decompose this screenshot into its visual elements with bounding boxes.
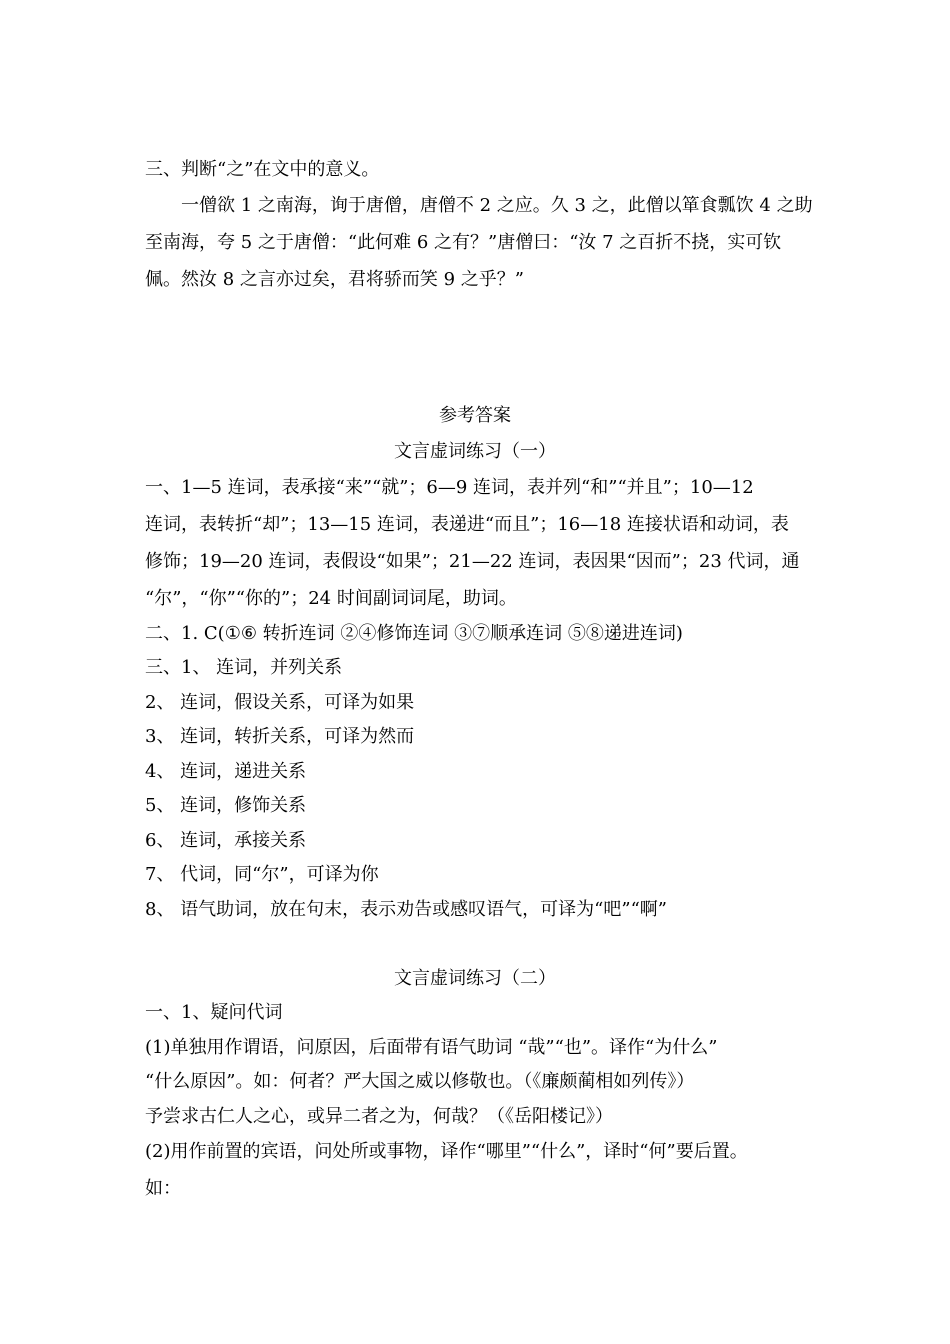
answer-line: “尔”，“你”“你的”；24 时间副词词尾，助词。 [145,588,517,609]
exercise-one-title: 文言虚词练习（一） [394,441,556,462]
answer-line: 一、1、疑问代词 [145,1002,283,1023]
answer-item: 8、 语气助词，放在句末，表示劝告或感叹语气，可译为“吧”“啊” [145,899,667,920]
answer-item: 三、1、 连词，并列关系 [145,657,343,678]
answer-line: 予尝求古仁人之心，或异二者之为，何哉？（《岳阳楼记》） [145,1106,613,1127]
answer-item: 5、 连词，修饰关系 [145,795,307,816]
answer-part-two: 二、1. C(①⑥ 转折连词 ②④修饰连词 ③⑦顺承连词 ⑤⑧递进连词) [145,623,683,644]
answer-line: 连词，表转折“却”；13—15 连词，表递进“而且”；16—18 连接状语和动词，表 [145,514,789,535]
answer-item: 2、 连词，假设关系，可译为如果 [145,692,415,713]
answer-item: 3、 连词，转折关系，可译为然而 [145,726,415,747]
answer-line: “什么原因”。如：何者？严大国之威以修敬也。（《廉颇蔺相如列传》） [145,1071,695,1092]
answer-line: (2)用作前置的宾语，问处所或事物，译作“哪里”“什么”，译时“何”要后置。 [145,1141,748,1162]
answer-line: (1)单独用作谓语，问原因，后面带有语气助词 “哉”“也”。译作“为什么” [145,1037,718,1058]
answer-line: 如： [145,1178,181,1199]
answer-item: 7、 代词，同“尔”，可译为你 [145,864,379,885]
answers-title: 参考答案 [439,405,511,426]
passage-line: 一僧欲 1 之南海，询于唐僧，唐僧不 2 之应。久 3 之，此僧以箪食瓢饮 4 之助 [181,195,813,216]
exercise-two-title: 文言虚词练习（二） [394,968,556,989]
passage-line: 至南海，夸 5 之于唐僧：“此何难 6 之有？”唐僧曰：“汝 7 之百折不挠，实可钦 [145,232,782,253]
answer-line: 修饰；19—20 连词，表假设“如果”；21—22 连词，表因果“因而”；23 代词，通 [145,551,800,572]
answer-item: 6、 连词，承接关系 [145,830,307,851]
passage-line: 佩。然汝 8 之言亦过矣，君将骄而笑 9 之乎？” [145,269,524,290]
answer-line: 一、1—5 连词，表承接“来”“就”；6—9 连词，表并列“和”“并且”；10—12 [145,477,754,498]
answer-item: 4、 连词，递进关系 [145,761,307,782]
question-heading: 三、判断“之”在文中的意义。 [145,159,380,180]
